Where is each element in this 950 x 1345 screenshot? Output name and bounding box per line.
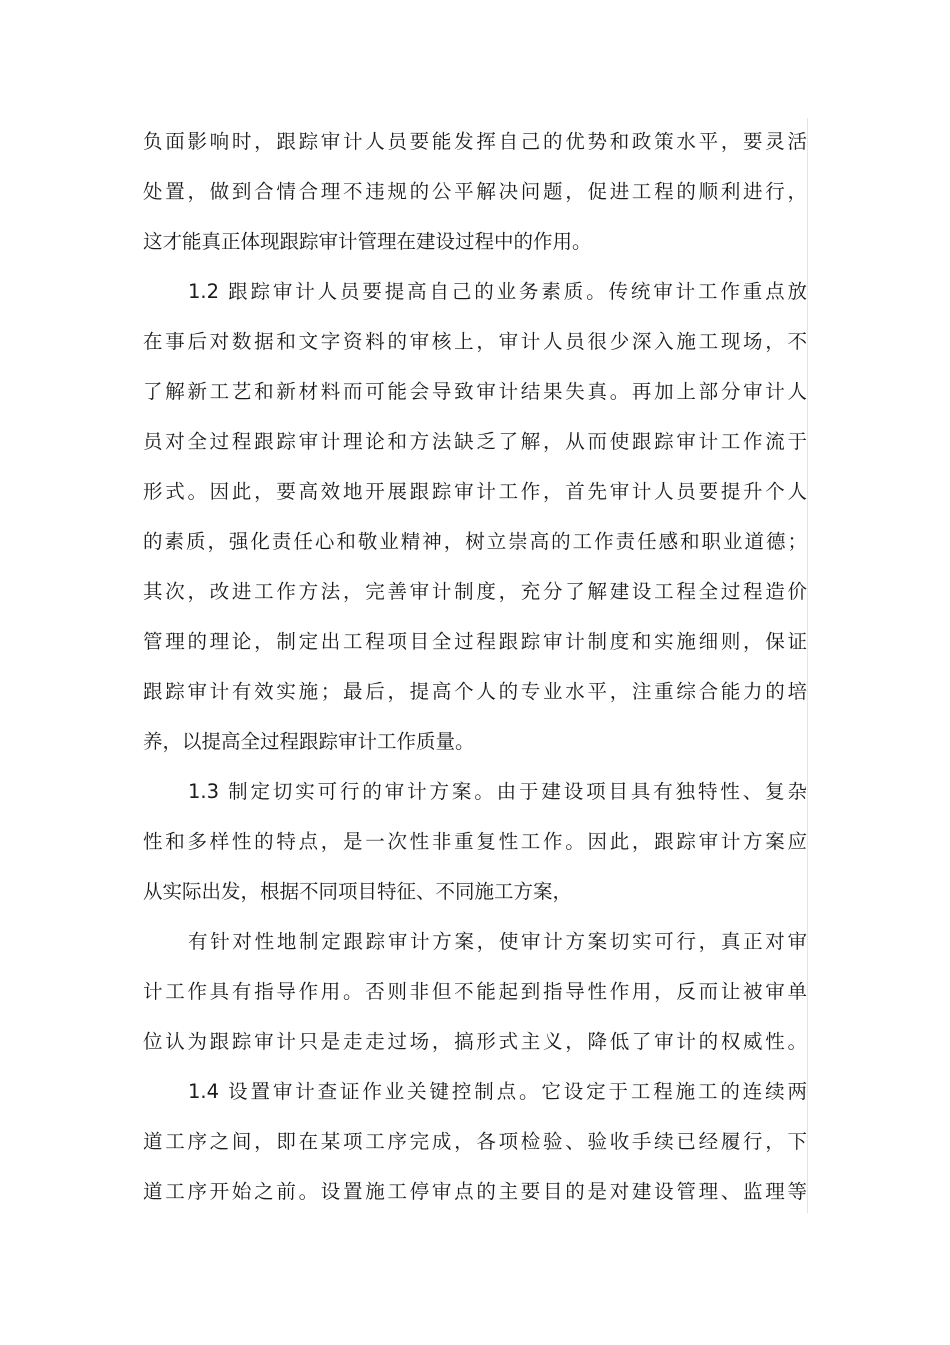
- text-line: 其次，改进工作方法，完善审计制度，充分了解建设工程全过程造价: [143, 580, 807, 603]
- text-line: 有针对性地制定跟踪审计方案，使审计方案切实可行，真正对审: [188, 930, 807, 953]
- text-line: 的素质，强化责任心和敬业精神，树立崇高的工作责任感和职业道德；: [143, 530, 807, 553]
- text-line: 道工序开始之前。设置施工停审点的主要目的是对建设管理、监理等: [143, 1180, 807, 1203]
- text-line: 在事后对数据和文字资料的审核上，审计人员很少深入施工现场，不: [143, 330, 807, 353]
- text-line: 性和多样性的特点，是一次性非重复性工作。因此，跟踪审计方案应: [143, 830, 807, 853]
- text-line: 负面影响时，跟踪审计人员要能发挥自己的优势和政策水平，要灵活: [143, 130, 807, 153]
- text-line: 管理的理论，制定出工程项目全过程跟踪审计制度和实施细则，保证: [143, 630, 807, 653]
- text-line: 道工序之间，即在某项工序完成，各项检验、验收手续已经履行，下: [143, 1130, 807, 1153]
- section-heading-1-2: 1.2 跟踪审计人员要提高自己的业务素质。传统审计工作重点放: [188, 280, 807, 303]
- text-line: 养，以提高全过程跟踪审计工作质量。: [143, 730, 475, 753]
- text-line: 员对全过程跟踪审计理论和方法缺乏了解，从而使跟踪审计工作流于: [143, 430, 807, 453]
- text-line: 处置，做到合情合理不违规的公平解决问题，促进工程的顺利进行，: [143, 180, 807, 203]
- text-line: 形式。因此，要高效地开展跟踪审计工作，首先审计人员要提升个人: [143, 480, 807, 503]
- text-line: 位认为跟踪审计只是走走过场，搞形式主义，降低了审计的权威性。: [143, 1030, 807, 1053]
- body-text: [143, 117, 807, 1217]
- section-heading-1-3: 1.3 制定切实可行的审计方案。由于建设项目具有独特性、复杂: [188, 780, 807, 803]
- text-line: 从实际出发，根据不同项目特征、不同施工方案，: [143, 880, 573, 903]
- text-line: 跟踪审计有效实施；最后，提高个人的专业水平，注重综合能力的培: [143, 680, 807, 703]
- text-line: 计工作具有指导作用。否则非但不能起到指导性作用，反而让被审单: [143, 980, 807, 1003]
- text-line: 了解新工艺和新材料而可能会导致审计结果失真。再加上部分审计人: [143, 380, 807, 403]
- text-line: 这才能真正体现跟踪审计管理在建设过程中的作用。: [143, 230, 592, 253]
- section-heading-1-4: 1.4 设置审计查证作业关键控制点。它设定于工程施工的连续两: [188, 1080, 807, 1103]
- page-border-line: [807, 118, 808, 1213]
